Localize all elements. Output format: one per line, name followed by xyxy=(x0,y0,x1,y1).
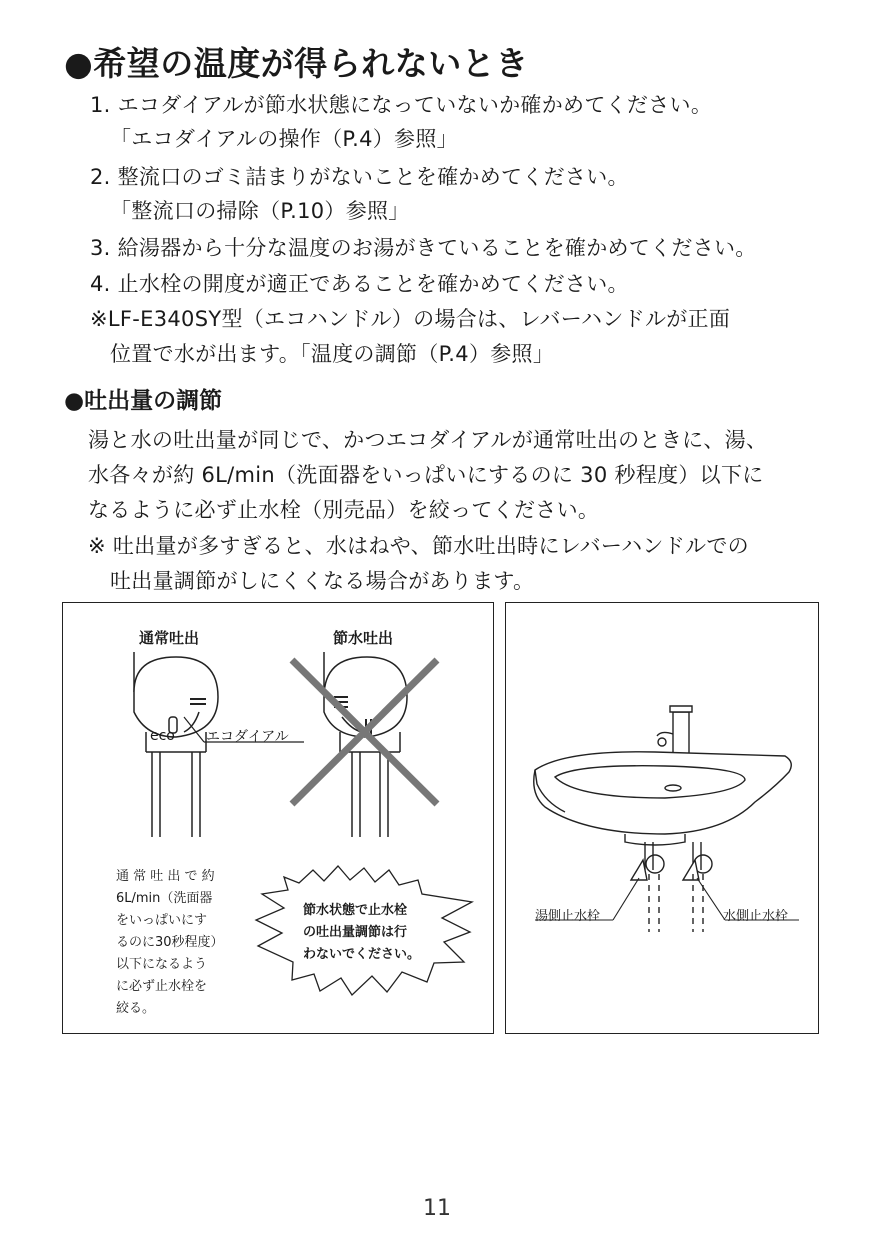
cold-valve-label: 水側止水栓 xyxy=(723,909,789,924)
flow-note-line: 絞る。 xyxy=(116,1001,156,1016)
list-item: 1. エコダイアルが節水状態になっていないか確かめてください。 xyxy=(90,93,713,117)
warning-line: わないでください。 xyxy=(303,947,421,962)
warning-text xyxy=(303,900,420,966)
page-number: 11 xyxy=(423,1196,451,1221)
flow-note-line: るのに30秒程度） xyxy=(116,935,224,950)
eco-dial-label: エコダイアル xyxy=(206,729,289,745)
basin-bowl xyxy=(534,752,792,834)
flow-note-line: 通 常 吐 出 で 約 xyxy=(116,869,215,884)
note-line: ※LF-E340SY型（エコハンドル）の場合は、レバーハンドルが正面 xyxy=(90,307,731,331)
label-saving-discharge: 節水吐出 xyxy=(333,629,394,647)
warning-line: 節水状態で止水栓 xyxy=(303,903,408,918)
flow-note xyxy=(116,866,224,1020)
eco-logo-text: eco xyxy=(150,728,175,744)
note-line: 位置で水が出ます。「温度の調節（P.4）参照」 xyxy=(110,342,555,366)
flow-note-line: をいっぱいにす xyxy=(116,913,208,928)
paragraph-line: 水各々が約 6L/min（洗面器をいっぱいにするのに 30 秒程度）以下に xyxy=(88,463,764,487)
paragraph-line: 湯と水の吐出量が同じで、かつエコダイアルが通常吐出のときに、湯、 xyxy=(88,428,768,452)
list-item-reference: 「エコダイアルの操作（P.4）参照」 xyxy=(110,127,458,151)
basin-illustration xyxy=(505,602,819,1034)
faucet-saving xyxy=(324,652,407,837)
flow-note-line: 6L/min（洗面器 xyxy=(116,891,213,906)
list-item: 2. 整流口のゴミ詰まりがないことを確かめてください。 xyxy=(90,165,629,189)
warning-line: の吐出量調節は行 xyxy=(303,925,408,940)
drain-pipe xyxy=(625,834,685,845)
hot-valve-label: 湯側止水栓 xyxy=(535,909,601,924)
paragraph-line: なるように必ず止水栓（別売品）を絞ってください。 xyxy=(88,498,600,522)
section-heading: ●吐出量の調節 xyxy=(64,388,223,414)
list-item: 3. 給湯器から十分な温度のお湯がきていることを確かめてください。 xyxy=(90,236,757,260)
list-item-reference: 「整流口の掃除（P.10）参照」 xyxy=(110,199,410,223)
label-normal-discharge: 通常吐出 xyxy=(139,629,200,647)
hot-valve xyxy=(631,842,664,932)
page-heading: ●希望の温度が得られないとき xyxy=(64,44,529,83)
paragraph-line: ※ 吐出量が多すぎると、水はねや、節水吐出時にレバーハンドルでの xyxy=(88,534,749,558)
cold-valve xyxy=(683,842,712,932)
flow-note-line: に必ず止水栓を xyxy=(116,979,208,994)
flow-note-line: 以下になるよう xyxy=(116,957,208,972)
paragraph-line: 吐出量調節がしにくくなる場合があります。 xyxy=(110,569,535,593)
list-item: 4. 止水栓の開度が適正であることを確かめてください。 xyxy=(90,272,629,296)
